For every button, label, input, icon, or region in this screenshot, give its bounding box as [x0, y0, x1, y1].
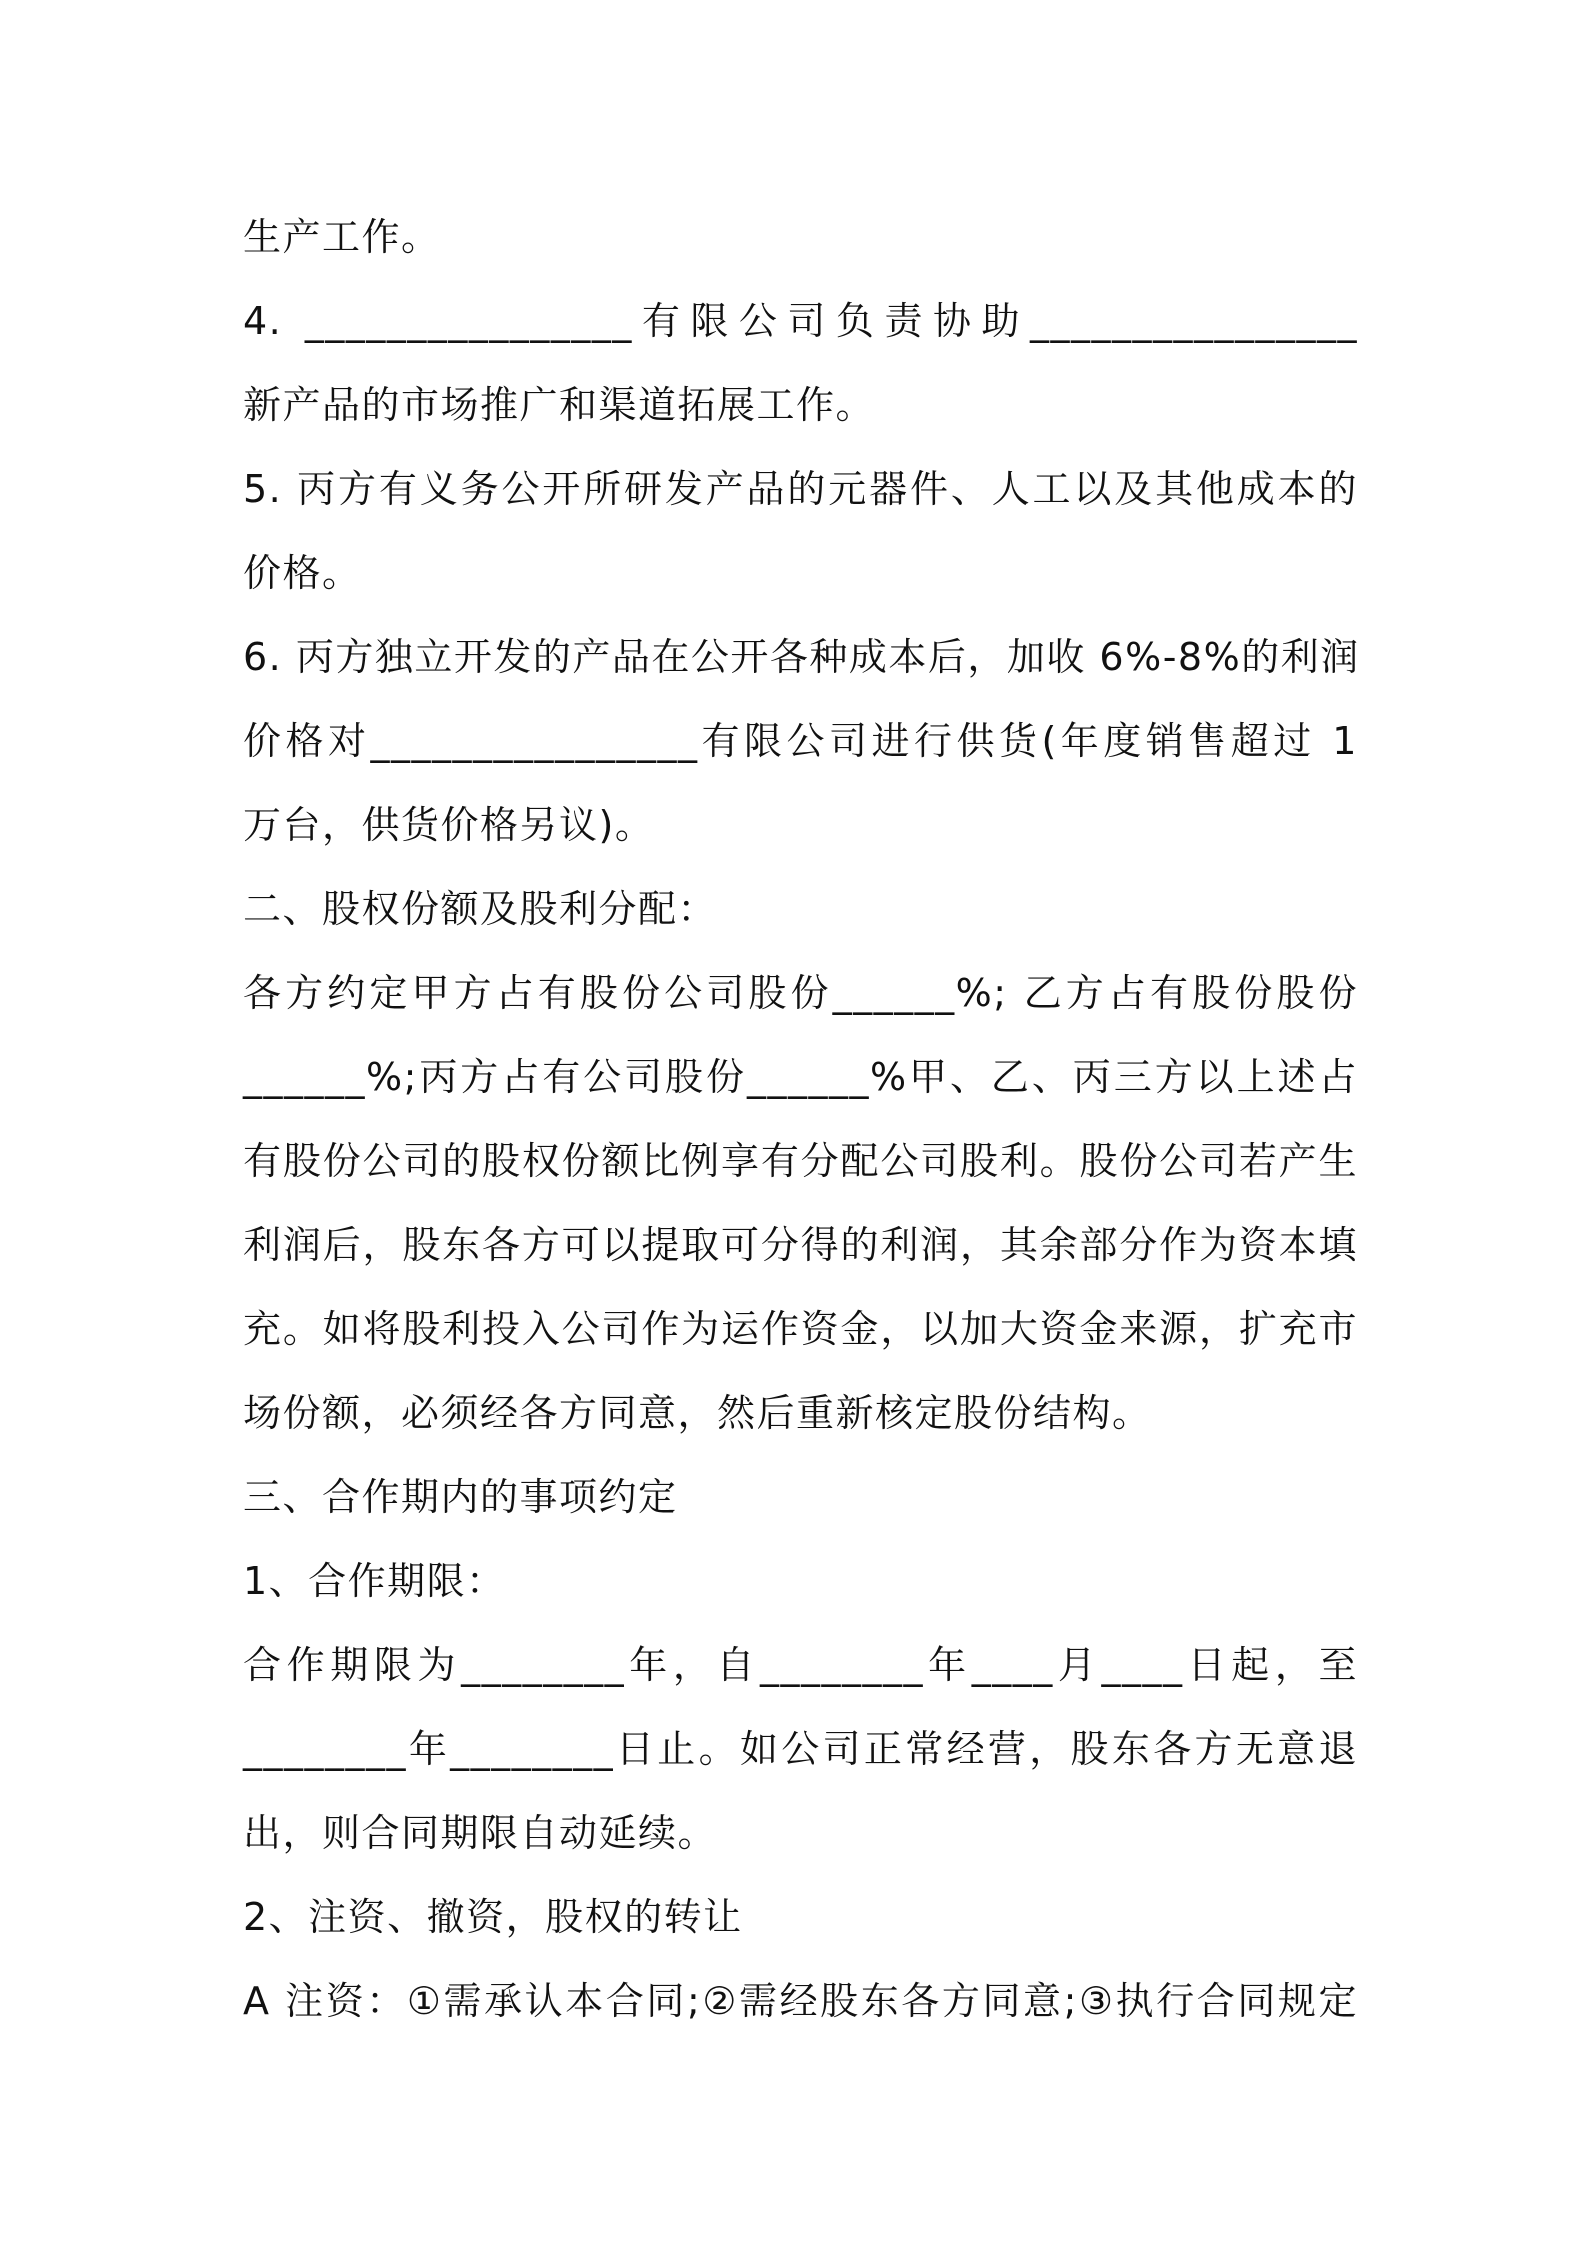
text-line-11: ______%;丙方占有公司股份______%甲、乙、丙三方以上述占	[243, 1055, 1358, 1099]
text-line-18: 合作期限为________年，自________年____月____日起，至	[243, 1643, 1358, 1687]
text-line-5: 价格。	[243, 551, 362, 595]
text-line-4: 5. 丙方有义务公开所研发产品的元器件、人工以及其他成本的	[243, 467, 1358, 511]
text-line-14: 充。如将股利投入公司作为运作资金，以加大资金来源，扩充市	[243, 1307, 1358, 1351]
text-line-1: 生产工作。	[243, 215, 441, 259]
subsection-heading-2: 2、注资、撤资，股权的转让	[243, 1895, 743, 1939]
text-line-10: 各方约定甲方占有股份公司股份______%; 乙方占有股份股份	[243, 971, 1358, 1015]
text-line-2: 4. ________________有限公司负责协助________________	[243, 299, 1358, 343]
text-line-6: 6. 丙方独立开发的产品在公开各种成本后，加收 6%-8%的利润	[243, 635, 1360, 679]
text-line-13: 利润后，股东各方可以提取可分得的利润，其余部分作为资本填	[243, 1223, 1358, 1267]
text-line-15: 场份额，必须经各方同意，然后重新核定股份结构。	[243, 1391, 1152, 1435]
document-body	[243, 195, 1358, 2043]
text-line-12: 有股份公司的股权份额比例享有分配公司股利。股份公司若产生	[243, 1139, 1358, 1183]
text-line-3: 新产品的市场推广和渠道拓展工作。	[243, 383, 876, 427]
section-heading-3: 三、合作期内的事项约定	[243, 1475, 678, 1519]
subsection-heading-1: 1、合作期限：	[243, 1559, 506, 1603]
text-line-20: 出，则合同期限自动延续。	[243, 1811, 718, 1855]
text-line-22: A 注资：①需承认本合同;②需经股东各方同意;③执行合同规定	[243, 1979, 1358, 2023]
text-line-8: 万台，供货价格另议)。	[243, 803, 655, 847]
section-heading-2: 二、股权份额及股利分配：	[243, 887, 718, 931]
text-line-7: 价格对________________有限公司进行供货(年度销售超过 1	[243, 719, 1358, 763]
text-line-19: ________年________日止。如公司正常经营，股东各方无意退	[243, 1727, 1358, 1771]
